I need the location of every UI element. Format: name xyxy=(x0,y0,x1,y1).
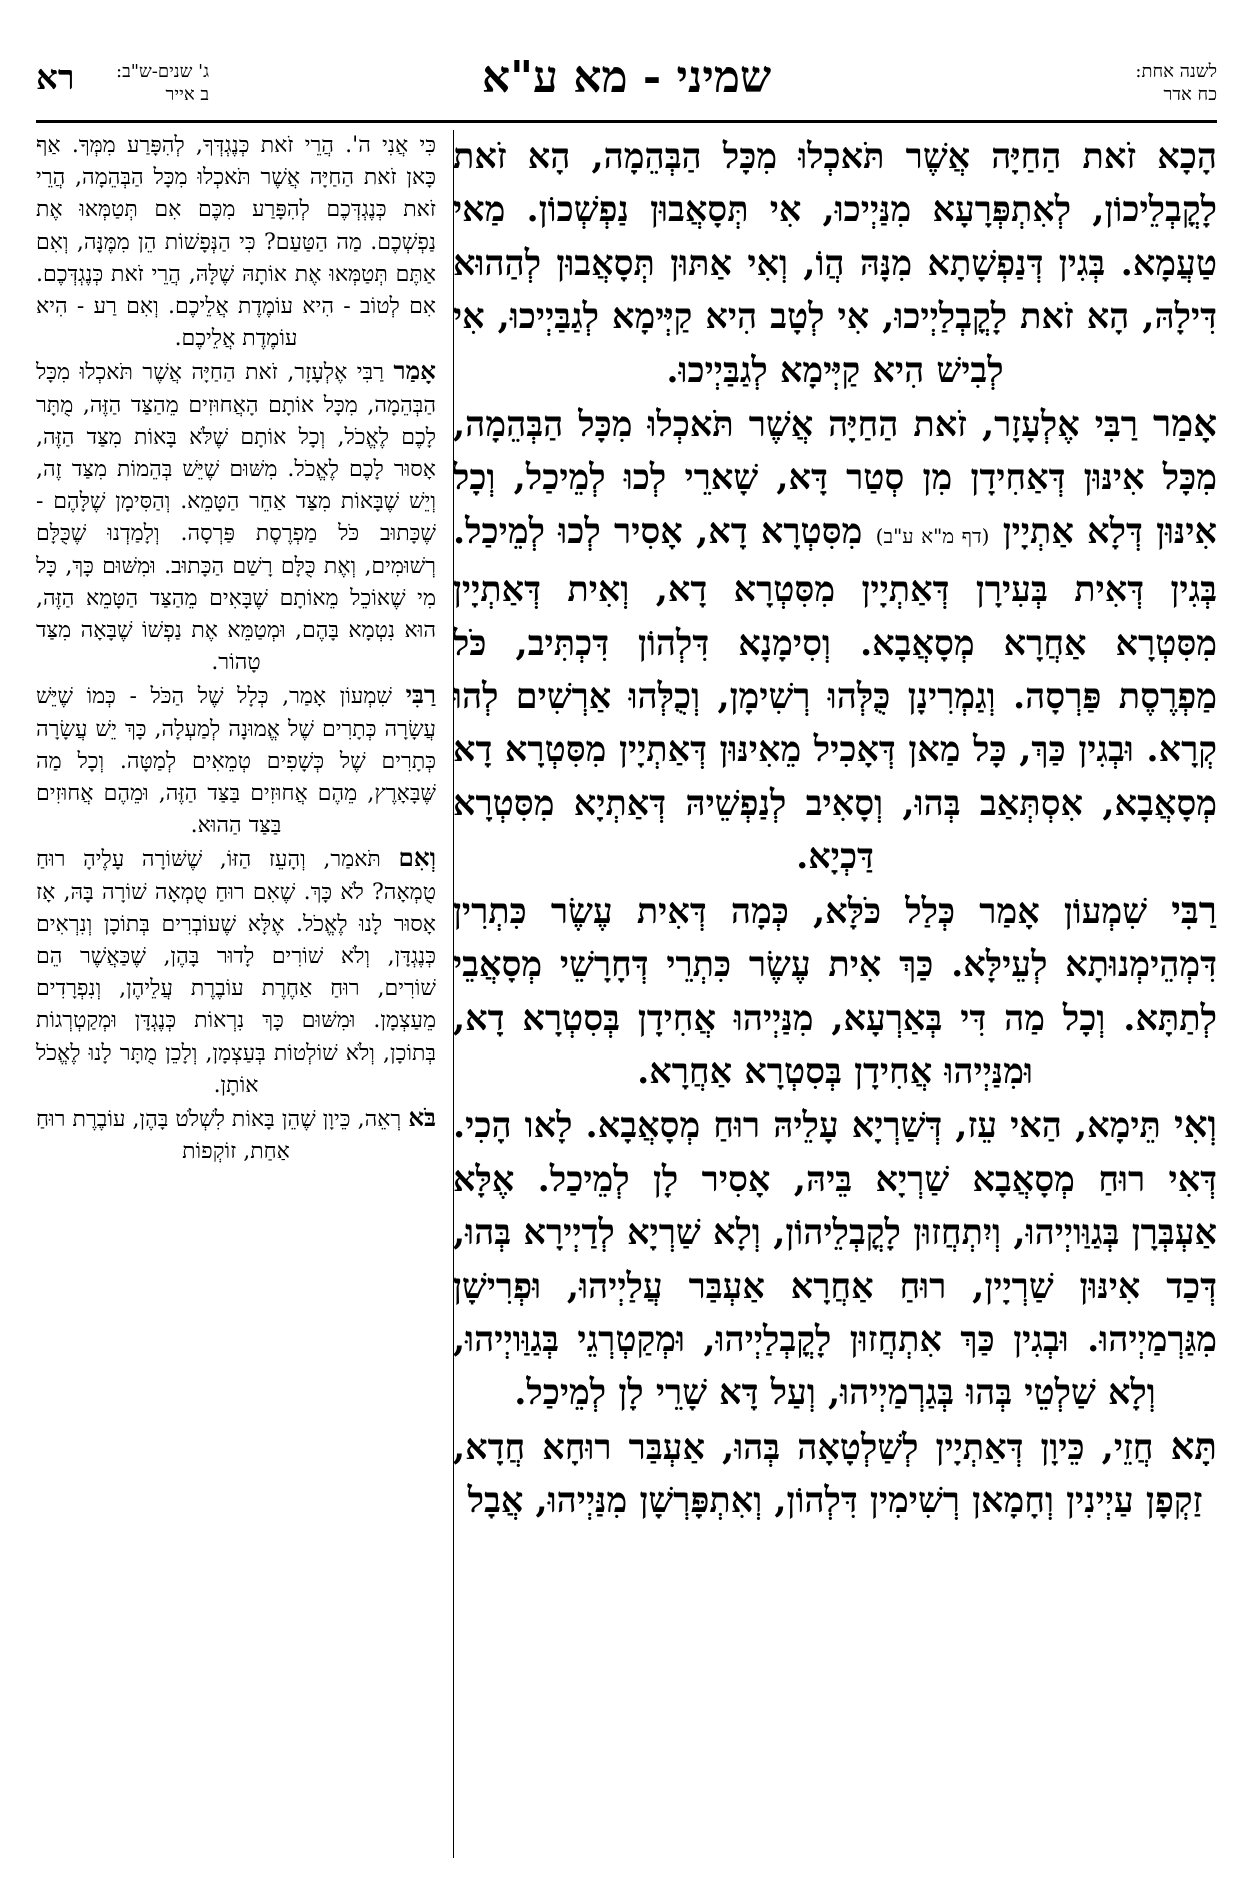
translation-paragraph xyxy=(36,355,436,679)
schedule-date: כח אדר xyxy=(1163,84,1217,105)
study-schedule-three-years xyxy=(116,60,209,106)
paragraph-text: רַבִּי אֶלְעָזָר, זֹאת הַחַיָּה אֲשֶׁר תֹּאכְלוּ מִכָּל הַבְּהֵמָה, מִכָּל אִינּוּן דְּאַחִידָן מִן סְטַר דָּא, שָׁארֵי לְכוּ לְמֵיכַל, וְכָל אִינּוּן דְּלָא אַתְיָין xyxy=(453,404,1217,552)
paragraph-text: רַבִּי אֶלְעָזָר, זֹאת הַחַיָּה אֲשֶׁר תֹּאכְלוּ מִכָּל הַבְּהֵמָה, מִכָּל אוֹתָם הָאֲחוּזִים מֵהַצַּד הַזֶּה, מֻתָּר לָכֶם לֶאֱכֹל, וְכָל אוֹתָם שֶׁלֹּא בָּאוֹת מִצַּד הַזֶּה, אָסוּר לָכֶם לֶאֱכֹל. מִשּׁוּם שֶׁיֵּשׁ בְּהֵמוֹת מִצַּד זֶה, וְיֵשׁ שֶׁבָּאוֹת מִצַּד אַחֵר הַטָּמֵא. וְהַסִּימָן שֶׁלָּהֶם - שֶׁכָּתוּב כֹּל מַפְרֶסֶת פַּרְסָה. וְלָמַדְנוּ שֶׁכֻּלָּם רְשׁוּמִים, וְאֶת כֻּלָּם רָשַׁם הַכָּתוּב. וּמִשּׁוּם כָּךְ, כָּל מִי שֶׁאוֹכֵל מֵאוֹתָם שֶׁבָּאִים מֵהַצַּד הַטָּמֵא הַזֶּה, הוּא נִטְמָא בָּהֶם, וּמְטַמֵּא אֶת נַפְשׁוֹ שֶׁבָּאָה מִצַּד טָהוֹר. xyxy=(36,360,436,676)
paragraph-text: חֲזֵי, כֵּיוָן דְּאַתְיָין לְשַׁלְטָאָה בְּהוּ, אַעְבַּר רוּחָא חֲדָא, זַקְפָן עַיְינִין וְחָמָאן רְשִׁימִין דִּלְהוֹן, וְאִתְפָּרְשָׁן מִנַּיְיהוּ, אֲבָל xyxy=(453,1426,1203,1522)
main-paragraph xyxy=(453,884,1217,1099)
paragraph-text: שִׁמְעוֹן אָמַר כְּלַל כֹּלָּא, כְּמָה דְּאִית עֶשֶׂר כִּתְרִין דִּמְהֵימְנוּתָא לְעֵילָּא. כַּךְ אִית עֶשֶׂר כִּתְרֵי דְּחָרָשֵׁי מְסָאֲבֵי לְתַתָּא. וְכָל מַה דִּי בְּאַרְעָא, מִנַּיְיהוּ אֲחִידָן בְּסִטְרָא דָא, וּמִנַּיְיהוּ אֲחִידָן בְּסִטְרָא אַחֲרָא. xyxy=(453,890,1217,1092)
main-paragraph xyxy=(453,1420,1217,1528)
translation-paragraph xyxy=(36,842,436,1102)
main-paragraph xyxy=(453,397,1217,884)
paragraph-lead-word: אָמַר xyxy=(1153,401,1217,446)
schedule-date: ב אייר xyxy=(165,84,210,105)
page-header xyxy=(36,52,1217,124)
paragraph-text: שִׁמְעוֹן אָמַר, כְּלָל שֶׁל הַכֹּל - כְּמוֹ שֶׁיֵּשׁ עֲשָׂרָה כְּתָרִים שֶׁל אֱמוּנָה לְמַעְלָה, כָּךְ יֵשׁ עֲשָׂרָה כְּתָרִים שֶׁל כְּשָׁפִים טְמֵאִים לְמַטָּה. וְכָל מַה שֶּׁבָּאָרֶץ, מֵהֶם אֲחוּזִים בַּצַּד הַזֶּה, וּמֵהֶם אֲחוּזִים בַּצַּד הַהוּא. xyxy=(36,684,436,839)
paragraph-lead-word: תָּא xyxy=(1170,1423,1217,1468)
paragraph-lead-word: וְאִי xyxy=(1173,1102,1217,1147)
main-paragraph xyxy=(453,130,1217,397)
schedule-label: לשנה אחת: xyxy=(1135,61,1217,82)
paragraph-text: כִּי אֲנִי ה'. הֲרֵי זֹאת כְּנֶגְדְּךָ, לְהִפָּרַע מִמְּךָ. אַף כָּאן זֹאת הַחַיָּה אֲשֶׁר תֹּאכְלוּ מִכָּל הַבְּהֵמָה, הֲרֵי זֹאת כְּנֶגְדְּכֶם לְהִפָּרַע מִכֶּם אִם תְּטַמְּאוּ אֶת נַפְשְׁכֶם. מַה הַטַּעַם? כִּי הַנְּפָשׁוֹת הֵן מִמֶּנָּה, וְאִם אַתֶּם תְּטַמְּאוּ אֶת אוֹתָהּ שֶׁלָּהּ, הֲרֵי זֹאת כְּנֶגְדְּכֶם. אִם לְטוֹב - הִיא עוֹמֶדֶת אֲלֵיכֶם. וְאִם רַע - הִיא עוֹמֶדֶת אֲלֵיכֶם. xyxy=(36,133,436,352)
main-text-column xyxy=(453,130,1217,1858)
translation-paragraph xyxy=(36,130,436,355)
paragraph-lead-word: רַבִּי xyxy=(1171,887,1217,932)
translation-paragraph xyxy=(36,679,436,842)
paragraph-lead-word: אָמַר xyxy=(393,356,436,386)
paragraph-lead-word: וְאִם xyxy=(398,843,436,873)
schedule-label: ג' שנים-ש"ב: xyxy=(116,61,210,82)
main-paragraph xyxy=(453,1098,1217,1419)
translation-paragraph xyxy=(36,1102,436,1168)
paragraph-text: הָכָא זֹאת הַחַיָּה אֲשֶׁר תֹּאכְלוּ מִכָּל הַבְּהֵמָה, הָא זֹאת לָקֳבְלֵיכוֹן, לְאִתְפְּרָעָא מִנַּיְיכוּ, אִי תְּסָאֲבוּן נַפְשְׁכוֹן. מַאי טַעֲמָא. בְּגִין דְּנַפְשָׁתָא מִנָּהּ הֲוֹ, וְאִי אַתּוּן תְּסָאֲבוּן לְהַהוּא דִּילָהּ, הָא זֹאת לָקֳבְלַיְיכוּ, אִי לְטָב הִיא קַיְּימָא לְגַבַּיְיכוּ, אִי לְבִישׁ הִיא קַיְּימָא לְגַבַּיְיכוּ. xyxy=(453,136,1217,391)
page-number: רא xyxy=(36,58,75,98)
paragraph-text: רְאֵה, כֵּיוָן שֶׁהֵן בָּאוֹת לִשְׁלֹט בָּהֶן, עוֹבֶרֶת רוּחַ אַחַת, זוֹקְפוֹת xyxy=(36,1107,402,1165)
paragraph-lead-word: רַבִּי xyxy=(405,680,436,710)
paragraph-lead-word: בֹּא xyxy=(408,1103,436,1133)
column-divider xyxy=(453,130,454,1858)
paragraph-text-continued: מִסִּטְרָא דָא, אָסִיר לְכוּ לְמֵיכַל. בְּגִין דְּאִית בְּעִירָן דְּאַתְיָין מִסִּטְרָא דָא, וְאִית דְּאַתְיָין מִסִּטְרָא אַחֲרָא מְסָאֲבָא. וְסִימָנָא דִּלְהוֹן דִּכְתִּיב, כֹּל מַפְרֶסֶת פַּרְסָה. וְגַמְרִינָן כֻּלְּהוּ רְשִׁימָן, וְכֻלְּהוּ אַרְשִׁים לְהוּ קְרָא. וּבְגִין כַּךְ, כָּל מַאן דְּאָכִיל מֵאִינּוּן דְּאַתְיָין מִסִּטְרָא דָא מְסָאֲבָא, אִסְתְּאַב בְּהוּ, וְסָאִיב לְנַפְשֵׁיהּ דְּאַתְיָא מִסִּטְרָא דַּכְיָא. xyxy=(453,510,1217,878)
page-title: שמיני - מא ע"א xyxy=(481,52,772,103)
translation-column xyxy=(36,130,436,1858)
paragraph-text: תֵּימָא, הַאי עֵז, דְּשַׁרְיָא עָלֵיהּ רוּחַ מְסָאֲבָא. לָאו הָכִי. דְּאִי רוּחַ מְסָאֲבָא שַׁרְיָא בֵּיהּ, אָסִיר לָן לְמֵיכַל. אֶלָּא אַעְבְּרָן בְּגַוַּויְיהוּ, וְיִתְחֲזוּן לָקֳבְלֵיהוֹן, וְלָא שַׁרְיָא לְדַיְירָא בְּהוּ, דְּכַד אִינּוּן שַׁרְיָין, רוּחַ אַחֲרָא אַעְבַּר עֲלַיְיהוּ, וּפְרִישָׁן מִגַּרְמַיְיהוּ. וּבְגִין כַּךְ אִתְחֲזוּן לָקֳבְלַיְיהוּ, וּמְקַטְרְגֵי בְּגַוַּויְיהוּ, וְלָא שַׁלְטֵי בְּהוּ בְּגַרְמַיְיהוּ, וְעַל דָּא שָׁרֵי לָן לְמֵיכַל. xyxy=(453,1105,1217,1414)
paragraph-text: תֹּאמַר, וְהָעֵז הַזּוֹ, שֶׁשּׁוֹרָה עָלֶיהָ רוּחַ טֻמְאָה? לֹא כָּךְ. שֶׁאִם רוּחַ טֻמְאָה שׁוֹרָה בָּהּ, אָז אָסוּר לָנוּ לֶאֱכֹל. אֶלָּא שֶׁעוֹבְרִים בְּתוֹכָן וְנִרְאִים כְּנֶגְדָּן, וְלֹא שׁוֹרִים לָדוּר בָּהֶן, שֶׁכַּאֲשֶׁר הֵם שׁוֹרִים, רוּחַ אַחֶרֶת עוֹבֶרֶת עֲלֵיהֶן, וְנִפְרָדִים מֵעַצְמָן. וּמִשּׁוּם כָּךְ נִרְאוֹת כְּנֶגְדָּן וּמְקַטְרְגוֹת בְּתוֹכָן, וְלֹא שׁוֹלְטוֹת בְּעַצְמָן, וְלָכֵן מֻתָּר לָנוּ לֶאֱכֹל אוֹתָן. xyxy=(36,847,436,1098)
page-reference: (דף מ"א ע"ב) xyxy=(875,523,990,548)
header-divider xyxy=(36,120,1217,123)
